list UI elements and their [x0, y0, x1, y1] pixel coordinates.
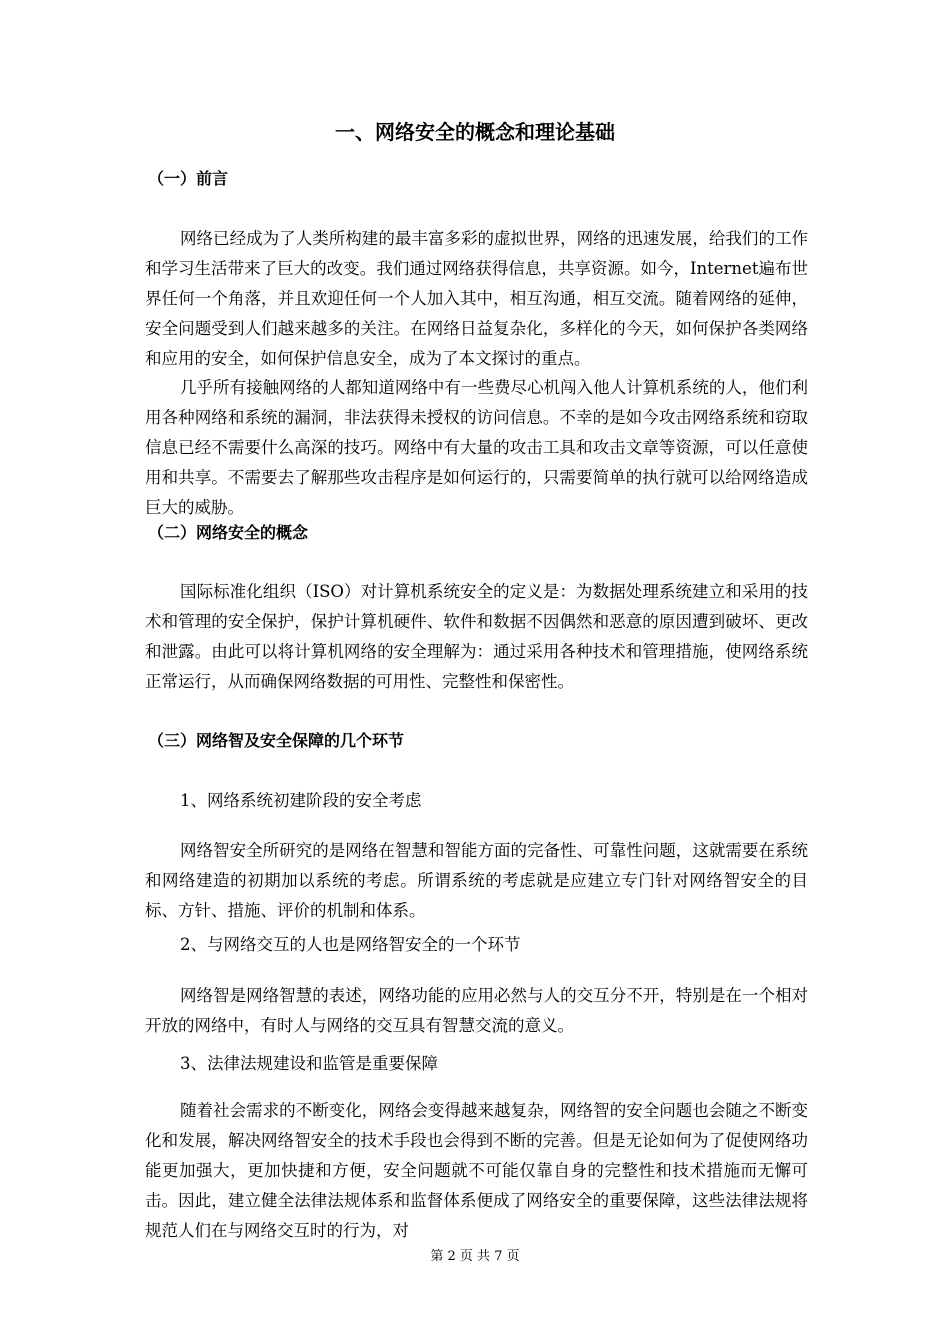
paragraph-preface-2	[145, 373, 808, 523]
paragraph-text: 网络已经成为了人类所构建的最丰富多彩的虚拟世界，网络的迅速发展，给我们的工作和学习生活带来了巨大的改变。我们通过网络获得信息，共享资源。如今，Internet遍布世界任何一个角落，并且欢迎任何一个人加入其中，相互沟通，相互交流。随着网络的延伸，安全问题受到人们越来越多的关注。在网络日益复杂化，多样化的今天，如何保护各类网络和应用的安全，如何保护信息安全，成为了本文探讨的重点。	[145, 229, 808, 368]
paragraph-safeguard-3	[145, 1096, 808, 1246]
paragraph-text: 几乎所有接触网络的人都知道网络中有一些费尽心机闯入他人计算机系统的人，他们利用各种网络和系统的漏洞，非法获得未授权的访问信息。不幸的是如今攻击网络系统和窃取信息已经不需要什么高深的技巧。网络中有大量的攻击工具和攻击文章等资源，可以任意使用和共享。不需要去了解那些攻击程序是如何运行的，只需要简单的执行就可以给网络造成巨大的威胁。	[145, 378, 808, 517]
subheading-2: 2、与网络交互的人也是网络智安全的一个环节	[180, 935, 521, 954]
paragraph-safeguard-2	[145, 981, 808, 1041]
paragraph-text: 随着社会需求的不断变化，网络会变得越来越复杂，网络智的安全问题也会随之不断变化和发展，解决网络智安全的技术手段也会得到不断的完善。但是无论如何为了促使网络功能更加强大，更加快捷和方便，安全问题就不可能仅靠自身的完整性和技术措施而无懈可击。因此，建立健全法律法规体系和监督体系便成了网络安全的重要保障，这些法律法规将规范人们在与网络交互时的行为，对	[145, 1101, 808, 1240]
paragraph-text: 网络智是网络智慧的表述，网络功能的应用必然与人的交互分不开，特别是在一个相对开放的网络中，有时人与网络的交互具有智慧交流的意义。	[145, 986, 808, 1035]
subheading-1: 1、网络系统初建阶段的安全考虑	[180, 791, 422, 810]
paragraph-safeguard-1	[145, 836, 808, 926]
section-heading-concept: （二）网络安全的概念	[148, 523, 309, 542]
paragraph-text: 网络智安全所研究的是网络在智慧和智能方面的完备性、可靠性问题，这就需要在系统和网络建造的初期加以系统的考虑。所谓系统的考虑就是应建立专门针对网络智安全的目标、方针、措施、评价的机制和体系。	[145, 841, 808, 920]
paragraph-concept	[145, 577, 808, 697]
page-title: 一、网络安全的概念和理论基础	[335, 120, 615, 144]
paragraph-text: 国际标准化组织（ISO）对计算机系统安全的定义是：为数据处理系统建立和采用的技术和管理的安全保护，保护计算机硬件、软件和数据不因偶然和恶意的原因遭到破坏、更改和泄露。由此可以将计算机网络的安全理解为：通过采用各种技术和管理措施，使网络系统正常运行，从而确保网络数据的可用性、完整性和保密性。	[145, 582, 808, 691]
subheading-3: 3、法律法规建设和监管是重要保障	[180, 1054, 438, 1073]
section-heading-preface: （一）前言	[148, 169, 229, 188]
page-footer: 第 2 页 共 7 页	[430, 1249, 520, 1264]
section-heading-safeguards: （三）网络智及安全保障的几个环节	[148, 731, 405, 750]
paragraph-preface-1	[145, 224, 808, 374]
